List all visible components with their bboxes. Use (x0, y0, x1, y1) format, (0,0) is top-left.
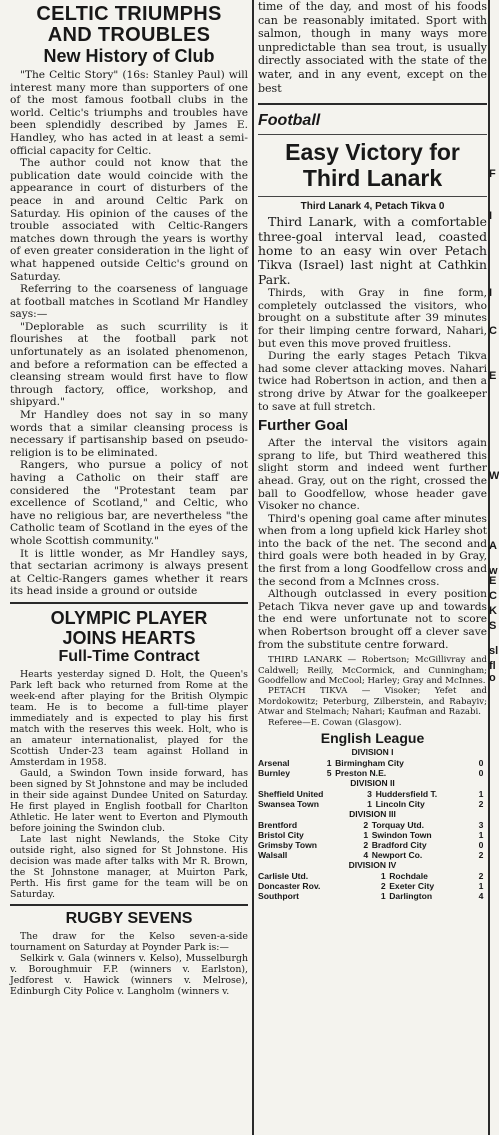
edge-fragment: I (489, 287, 493, 299)
rugby-article-body (10, 931, 248, 997)
english-league-title: English League (320, 730, 425, 747)
celtic-paragraph: The author could not know that the publication date would coincide with the appearance in court of disturbers of the peace in and around Celtic Park on Saturday. His opinion of the causes of the trouble associated with Celtic-Rangers matches down through the years is worthy of even greater consideration in the light of what happened outside Celtic's ground on Saturday. (10, 157, 248, 283)
right-column (258, 0, 487, 1135)
away-score: 2 (478, 799, 484, 810)
edge-fragment: E (489, 370, 497, 382)
third-lanark-body-continued (258, 437, 487, 651)
third-lanark-headline-line1: Easy Victory for (285, 139, 460, 166)
home-team: Doncaster Rov. (258, 881, 321, 892)
edge-fragment: S (489, 620, 497, 632)
edge-fragment: A (489, 540, 497, 552)
edge-fragment: I (489, 210, 493, 222)
celtic-headline-line2: AND TROUBLES (47, 24, 211, 46)
home-team: Bristol City (258, 830, 304, 841)
home-score: 1 (367, 799, 372, 810)
home-team: Arsenal (258, 758, 290, 769)
home-score: 4 (363, 850, 369, 861)
home-score: 1 (326, 758, 332, 769)
away-score: 1 (478, 830, 484, 841)
away-score: 2 (478, 850, 484, 861)
olympic-headline-line2: JOINS HEARTS (62, 627, 196, 648)
home-score: 2 (363, 820, 369, 831)
rugby-paragraph: Selkirk v. Gala (winners v. Kelso), Musselburgh v. Boroughmuir F.P. (winners v. Earlston), Jedforest v. Hawick (winners v. Melrose), Edinburgh City Police v. Langholm (winners v. (10, 952, 248, 997)
section-divider (258, 103, 487, 105)
celtic-paragraph: Rangers, who pursue a policy of not having a Catholic on their staff are considered the "Protestant team par excellence of Scotland," and Celtic, who have no religious bar, are nevertheless "the Catholic team of Scotland in the eyes of the whole Scottish community." (10, 459, 248, 547)
home-score: 5 (326, 768, 332, 779)
league-division-title: DIVISION II (350, 778, 395, 789)
home-score: 2 (380, 881, 386, 892)
score-line: Third Lanark 4, Petach Tikva 0 (300, 201, 445, 213)
home-team: Swansea Town (258, 799, 319, 810)
league-result-row (258, 799, 487, 809)
away-team: Torquay Utd. (371, 820, 425, 831)
left-column (10, 0, 248, 1135)
rugby-headline: RUGBY SEVENS (65, 909, 193, 927)
league-result-row (258, 850, 487, 860)
section-divider (258, 196, 487, 197)
olympic-paragraph: Gauld, a Swindon Town inside forward, has been signed by St Johnstone and may be included in their side against Dundee United on Saturday. He first played in English football for Charlton Athletic. He later went to Everton and Plymouth before joining the Swindon club. (10, 767, 248, 834)
section-divider (10, 602, 248, 604)
celtic-paragraph: "Deplorable as such scurrility is it flourishes at the football park not unfortunately as an isolated phenomenon, and before a reformation can be effected a cleansing stream would first have to flow through factory, office, workshop, and shipyard." (10, 320, 248, 409)
celtic-paragraph: Referring to the coarseness of language at football matches in Scotland Mr Handley says:— (10, 283, 248, 321)
league-division-title: DIVISION IV (348, 860, 397, 871)
away-team: Exeter City (389, 881, 435, 892)
third-lanark-paragraph: Third's opening goal came after minutes when from a long upfield kick Harley shot into the back of the net. The second and third goals were both headed in by Gray, the first from a long Goodfellow cross and the second from a McInnes cross. (258, 512, 487, 588)
away-team: Preston N.E. (335, 768, 387, 779)
team-lineup: PETACH TIKVA — Visoker; Yefet and Mordokowitz; Peterburg, Zilberstein, and Rabayiv; Atwar and Stelmach; Nahari; Kaufman and Razabi. (258, 686, 487, 718)
away-score: 0 (478, 758, 484, 769)
league-results-table (258, 871, 487, 901)
edge-fragment: F (489, 168, 496, 180)
football-section-label: Football (258, 112, 321, 130)
away-team: Huddersfield T. (375, 789, 438, 800)
olympic-subhead: Full-Time Contract (58, 647, 200, 665)
edge-fragment: w (489, 565, 498, 577)
olympic-article-body (10, 669, 248, 900)
edge-fragment: K (489, 605, 497, 617)
league-division-title: DIVISION I (351, 747, 394, 758)
celtic-paragraph: It is little wonder, as Mr Handley says, that sectarian acrimony is always present at Celtic-Rangers games whether it rears its head inside a ground or outside (10, 547, 248, 598)
edge-fragment: C (489, 325, 497, 337)
home-team: Sheffield United (258, 789, 324, 800)
team-lineup: THIRD LANARK — Robertson; McGillivray and Caldwell; Reilly, McCormick, and Cunningham; Goodfellow and McCool; Harley; Gray and McInnes. (258, 655, 487, 687)
league-result-row (258, 820, 487, 830)
away-score: 1 (478, 789, 484, 800)
edge-fragment: W (489, 470, 499, 482)
league-results-table (258, 789, 487, 809)
away-score: 1 (478, 881, 484, 892)
home-team: Grimsby Town (258, 840, 318, 851)
olympic-paragraph: Hearts yesterday signed D. Holt, the Queen's Park left back who returned from Rome at the week-end after playing for the British Olympic team. He is to become a full-time player immediately and is expected to play his first match with the reserves this week. Holt, who is an amateur internationalist, played for the Scottish Under-23 team against Holland in Amsterdam in 1958. (10, 668, 248, 768)
home-score: 3 (367, 789, 372, 800)
english-league-results (258, 747, 487, 901)
celtic-subhead: New History of Club (43, 46, 215, 66)
edge-fragment: E (489, 575, 497, 587)
edge-fragment: fl (489, 660, 496, 672)
league-result-row (258, 840, 487, 850)
team-lineups (258, 655, 487, 728)
celtic-headline-line1: CELTIC TRIUMPHS (36, 3, 222, 25)
further-goal-subhead: Further Goal (258, 417, 349, 435)
edge-fragment: o (489, 672, 496, 684)
away-team: Rochdale (389, 871, 428, 882)
third-lanark-paragraph: Thirds, with Gray in fine form, completely outclassed the visitors, who brought on a substitute after 39 minutes for their limping centre forward, Nahari, but even this move proved fruitless. (258, 287, 487, 350)
home-team: Southport (258, 891, 300, 902)
rugby-paragraph: The draw for the Kelso seven-a-side tournament on Saturday at Poynder Park is:— (10, 930, 248, 953)
away-team: Bradford City (371, 840, 427, 851)
away-team: Swindon Town (371, 830, 432, 841)
away-score: 3 (478, 820, 484, 831)
celtic-paragraph: Mr Handley does not say in so many words that a similar cleansing process is necessary if partisanship based on pseudo-religion is to be eliminated. (10, 409, 248, 459)
away-team: Newport Co. (371, 850, 423, 861)
section-divider (10, 904, 248, 906)
celtic-article-body (10, 69, 248, 598)
angling-continued-paragraph: time of the day, and most of his foods can be reasonably imitated. Sport with salmon, though in many ways more unpredictable than sea trout, is usually directly associated with the state of the water, and in any event, except on the best (258, 0, 487, 95)
home-team: Walsall (258, 850, 288, 861)
section-divider (258, 134, 487, 135)
league-division-title: DIVISION III (349, 809, 396, 820)
home-score: 1 (380, 871, 386, 882)
home-team: Carlisle Utd. (258, 871, 309, 882)
league-result-row (258, 758, 487, 768)
league-result-row (258, 768, 487, 778)
third-lanark-paragraph: After the interval the visitors again sprang to life, but Third weathered this slight storm and indeed went further ahead. Gray, out on the right, crossed the ball to Goodfellow, whose header gave Visoker no chance. (258, 437, 487, 513)
home-score: 2 (363, 840, 369, 851)
league-results-table (258, 758, 487, 778)
home-score: 1 (380, 891, 386, 902)
third-lanark-lead: Third Lanark, with a comfortable three-goal interval lead, coasted home to an easy win over Petach Tikva (Israel) last night at Cathkin Park. (258, 214, 487, 287)
home-team: Brentford (258, 820, 298, 831)
away-team: Lincoln City (375, 799, 425, 810)
league-result-row (258, 830, 487, 840)
league-result-row (258, 789, 487, 799)
celtic-paragraph: "The Celtic Story" (16s: Stanley Paul) will interest many more than supporters of one of the most famous football clubs in the world. Celtic's triumphs and troubles have been splendidly described by James E. Handley, who has acted in at least a semi-official capacity for Celtic. (10, 69, 248, 157)
column-rule (252, 0, 254, 1135)
away-score: 0 (478, 768, 484, 779)
edge-fragment: sl (489, 645, 499, 657)
olympic-headline-line1: OLYMPIC PLAYER (50, 607, 208, 628)
away-team: Darlington (389, 891, 433, 902)
league-results-table (258, 820, 487, 860)
league-result-row (258, 871, 487, 881)
third-lanark-paragraph: During the early stages Petach Tikva had some clever attacking moves. Nahari twice had Robertson in action, and then a strong drive by Atwar for the goalkeeper to save at full stretch. (258, 350, 487, 413)
away-score: 0 (478, 840, 484, 851)
cropped-adjacent-column (488, 0, 497, 1135)
league-result-row (258, 891, 487, 901)
third-lanark-body (258, 287, 487, 413)
away-team: Birmingham City (335, 758, 404, 769)
home-score: 1 (363, 830, 369, 841)
referee-line: Referee—E. Cowan (Glasgow). (268, 717, 402, 728)
olympic-paragraph: Late last night Newlands, the Stoke City outside right, also signed for St Johnstone. His decision was made after talks with Mr R. Brown, the St Johnstone manager, at Muirton Park, Perth. His first game for the team will be on Saturday. (10, 833, 248, 900)
edge-fragment: C (489, 590, 497, 602)
league-result-row (258, 881, 487, 891)
third-lanark-paragraph: Although outclassed in every position Petach Tikva never gave up and towards the end were unfortunate not to score when Robertson brought off a clever save from the substitute centre forward. (258, 588, 487, 651)
third-lanark-headline-line2: Third Lanark (302, 165, 443, 192)
away-score: 2 (478, 871, 484, 882)
away-score: 4 (478, 891, 484, 902)
home-team: Burnley (258, 768, 290, 779)
